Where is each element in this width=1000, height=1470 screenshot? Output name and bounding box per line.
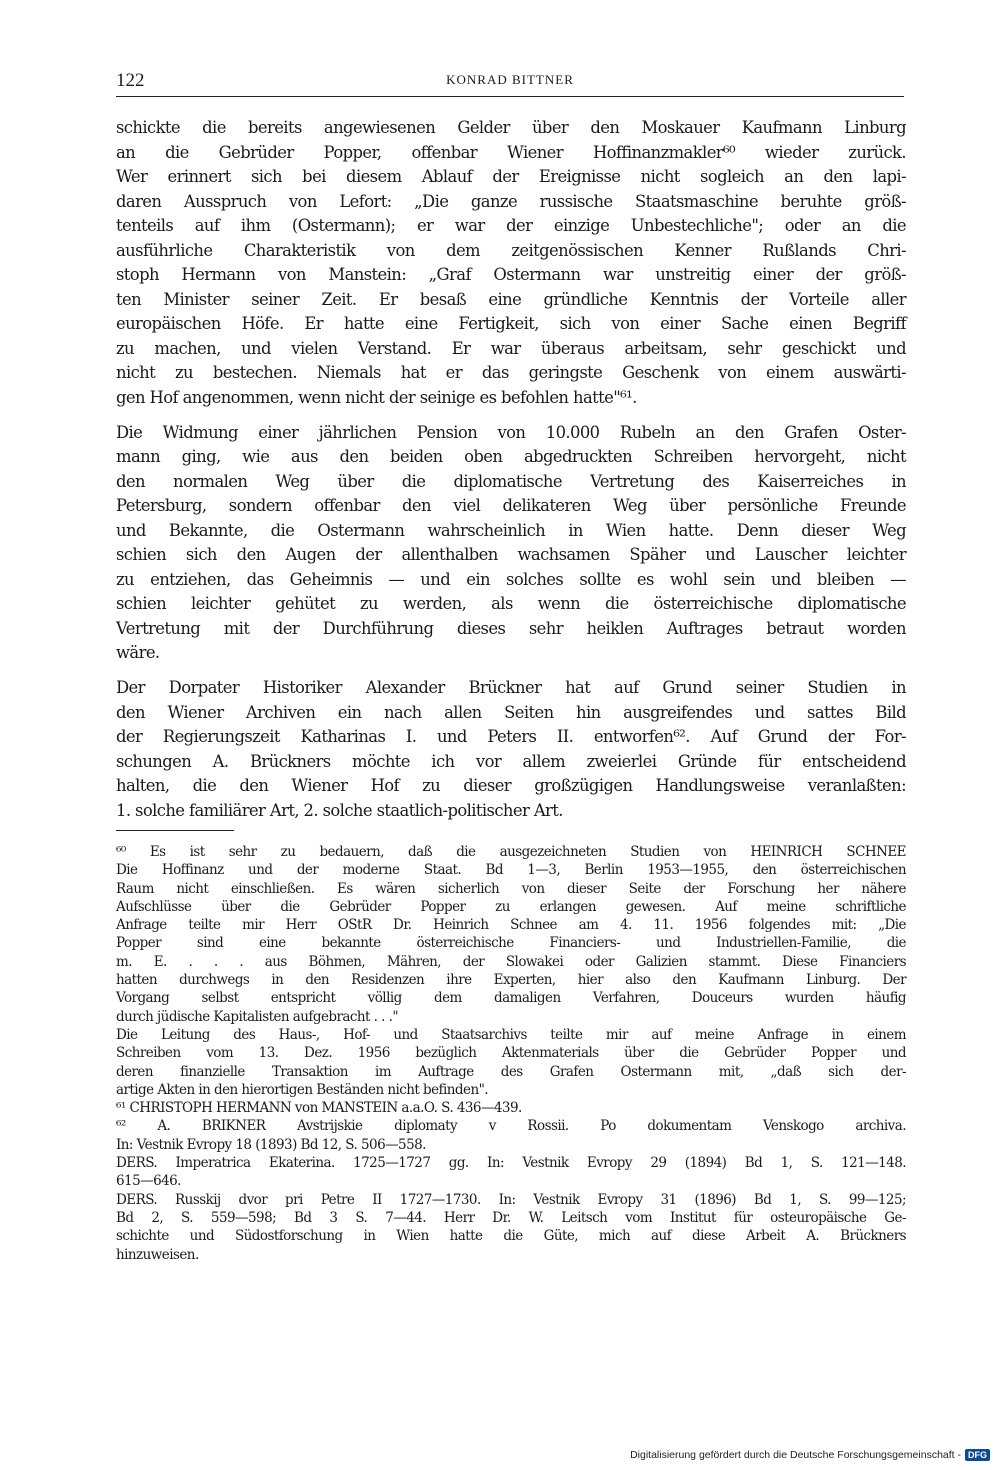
dfg-logo: DFG bbox=[965, 1449, 990, 1461]
text-line: mann ging, wie aus den beiden oben abgedruckten Schreiben hervorgeht, nicht bbox=[116, 447, 906, 467]
text-line: an die Gebrüder Popper, offenbar Wiener Hoffinanzmakler⁶⁰ wieder zurück. bbox=[116, 142, 906, 162]
text-line: DERS. Russkij dvor pri Petre II 1727—1730. In: Vestnik Evropy 31 (1896) Bd 1, S. 99—125; bbox=[116, 1191, 906, 1208]
text-line: Die Widmung einer jährlichen Pension von 10.000 Rubeln an den Grafen Oster- bbox=[116, 422, 906, 442]
text-line: nicht zu bestechen. Niemals hat er das geringste Geschenk von einem auswärti- bbox=[116, 363, 906, 383]
text-line: Die Leitung des Haus-, Hof- und Staatsarchivs teilte mir auf meine Anfrage in einem bbox=[116, 1026, 906, 1043]
text-line: DERS. Imperatrica Ekaterina. 1725—1727 gg. In: Vestnik Evropy 29 (1894) Bd 1, S. 121—148. bbox=[116, 1155, 906, 1172]
text-line: Schreiben vom 13. Dez. 1956 bezüglich Aktenmaterials über die Gebrüder Popper und bbox=[116, 1045, 906, 1062]
footnote-separator bbox=[116, 830, 234, 831]
page-header bbox=[116, 70, 904, 97]
text-line: Anfrage teilte mir Herr OStR Dr. Heinrich Schnee am 4. 11. 1956 folgendes mit: „Die bbox=[116, 917, 906, 934]
text-line: Vertretung mit der Durchführung dieses sehr heiklen Auftrages betraut worden bbox=[116, 618, 906, 638]
footnote bbox=[116, 1154, 906, 1191]
digitization-credit bbox=[630, 1448, 990, 1462]
text-line: Raum nicht einschließen. Es wären sicherlich von dieser Seite der Forschung her nähere bbox=[116, 880, 906, 897]
text-line: wäre. bbox=[116, 643, 160, 663]
footnote bbox=[116, 1117, 906, 1154]
text-line: ⁶¹ CHRISTOPH HERMANN von MANSTEIN a.a.O. S. 436—439. bbox=[116, 1100, 522, 1117]
footnote bbox=[116, 1191, 906, 1264]
text-line: zu entziehen, das Geheimnis — und ein solches sollte es wohl sein und bleiben — bbox=[116, 569, 906, 589]
text-line: halten, die den Wiener Hof zu dieser großzügigen Handlungsweise veranlaßten: bbox=[116, 776, 906, 796]
text-line: Der Dorpater Historiker Alexander Brückner hat auf Grund seiner Studien in bbox=[116, 678, 906, 698]
text-line: schien leichter gehütet zu werden, als wenn die österreichische diplomatische bbox=[116, 594, 906, 614]
text-line: Petersburg, sondern offenbar den viel delikateren Weg über persönliche Freunde bbox=[116, 496, 906, 516]
text-line: daren Ausspruch von Lefort: „Die ganze russische Staatsmaschine beruhte größ- bbox=[116, 191, 906, 211]
text-line: m. E. . . . aus Böhmen, Mähren, der Slowakei oder Galizien stammt. Diese Financiers bbox=[116, 953, 906, 970]
text-line: Wer erinnert sich bei diesem Ablauf der Ereignisse nicht sogleich an den lapi- bbox=[116, 167, 906, 187]
text-line: zu machen, und vielen Verstand. Er war überaus arbeitsam, sehr geschickt und bbox=[116, 338, 906, 358]
text-line: durch jüdische Kapitalisten aufgebracht . . ." bbox=[116, 1008, 399, 1025]
text-line: Aufschlüsse über die Gebrüder Popper zu erlangen gewesen. Auf meine schriftliche bbox=[116, 898, 906, 915]
footnote bbox=[116, 1026, 906, 1099]
text-line: der Regierungszeit Katharinas I. und Peters II. entworfen⁶². Auf Grund der For- bbox=[116, 727, 906, 747]
text-line: schichte und Südostforschung in Wien hatte die Güte, mich auf diese Arbeit A. Brückners bbox=[116, 1228, 906, 1245]
text-line: 615—646. bbox=[116, 1173, 181, 1190]
text-line: schickte die bereits angewiesenen Gelder über den Moskauer Kaufmann Linburg bbox=[116, 118, 906, 137]
footnote bbox=[116, 1099, 906, 1117]
text-line: hinzuweisen. bbox=[116, 1246, 199, 1263]
text-line: tenteils auf ihm (Ostermann); er war der einzige Unbestechliche"; oder an die bbox=[116, 216, 906, 236]
text-line: deren finanzielle Transaktion im Auftrage des Grafen Ostermann mit, „daß sich der- bbox=[116, 1063, 906, 1080]
text-line: Vorgang selbst entspricht völlig dem damaligen Verfahren, Douceurs wurden häufig bbox=[116, 990, 906, 1007]
text-line: gen Hof angenommen, wenn nicht der seinige es befohlen hatte"⁶¹. bbox=[116, 388, 637, 408]
text-line: Popper sind eine bekannte österreichische Financiers- und Industriellen-Familie, die bbox=[116, 935, 906, 952]
text-line: artige Akten in den hierortigen Beständen nicht befinden". bbox=[116, 1081, 488, 1098]
paragraph bbox=[116, 421, 906, 666]
running-head: KONRAD BITTNER bbox=[446, 72, 574, 87]
text-line: und Bekannte, die Ostermann wahrscheinlich in Wien hatte. Denn dieser Weg bbox=[116, 520, 906, 540]
paragraph bbox=[116, 676, 906, 823]
text-line: In: Vestnik Evropy 18 (1893) Bd 12, S. 506—558. bbox=[116, 1136, 426, 1153]
footnote bbox=[116, 843, 906, 1026]
text-line: ⁶² A. BRIKNER Avstrijskie diplomaty v Rossii. Po dokumentam Venskogo archiva. bbox=[116, 1118, 906, 1135]
text-line: den Wiener Archiven ein nach allen Seiten hin ausgreifendes und sattes Bild bbox=[116, 702, 906, 722]
credit-text: Digitalisierung gefördert durch die Deutsche Forschungsgemeinschaft - bbox=[630, 1449, 961, 1461]
text-line: ⁶⁰ Es ist sehr zu bedauern, daß die ausgezeichneten Studien von HEINRICH SCHNEE bbox=[116, 844, 906, 860]
text-line: hatten durchwegs in den Residenzen ihre Experten, hier also den Kaufmann Linburg. Der bbox=[116, 972, 906, 989]
footnotes bbox=[116, 843, 906, 1264]
text-line: schien sich den Augen der allenthalben wachsamen Späher und Lauscher leichter bbox=[116, 545, 906, 565]
text-line: Bd 2, S. 559—598; Bd 3 S. 7—44. Herr Dr. W. Leitsch vom Institut für osteuropäische Ge- bbox=[116, 1209, 906, 1226]
text-line: schungen A. Brückners möchte ich vor allem zweierlei Gründe für entscheidend bbox=[116, 751, 906, 771]
text-line: stoph Hermann von Manstein: „Graf Ostermann war unstreitig einer der größ- bbox=[116, 265, 906, 285]
main-text bbox=[116, 116, 906, 833]
text-line: europäischen Höfe. Er hatte eine Fertigkeit, sich von einer Sache einen Begriff bbox=[116, 314, 906, 334]
text-line: 1. solche familiärer Art, 2. solche staatlich-politischer Art. bbox=[116, 800, 563, 820]
text-line: ausführliche Charakteristik von dem zeitgenössischen Kenner Rußlands Chri- bbox=[116, 240, 906, 260]
text-line: Die Hoffinanz und der moderne Staat. Bd 1—3, Berlin 1953—1955, den österreichischen bbox=[116, 862, 906, 879]
page-number: 122 bbox=[116, 70, 145, 91]
text-line: ten Minister seiner Zeit. Er besaß eine gründliche Kenntnis der Vorteile aller bbox=[116, 289, 906, 309]
text-line: den normalen Weg über die diplomatische Vertretung des Kaiserreiches in bbox=[116, 471, 906, 491]
paragraph bbox=[116, 116, 906, 411]
